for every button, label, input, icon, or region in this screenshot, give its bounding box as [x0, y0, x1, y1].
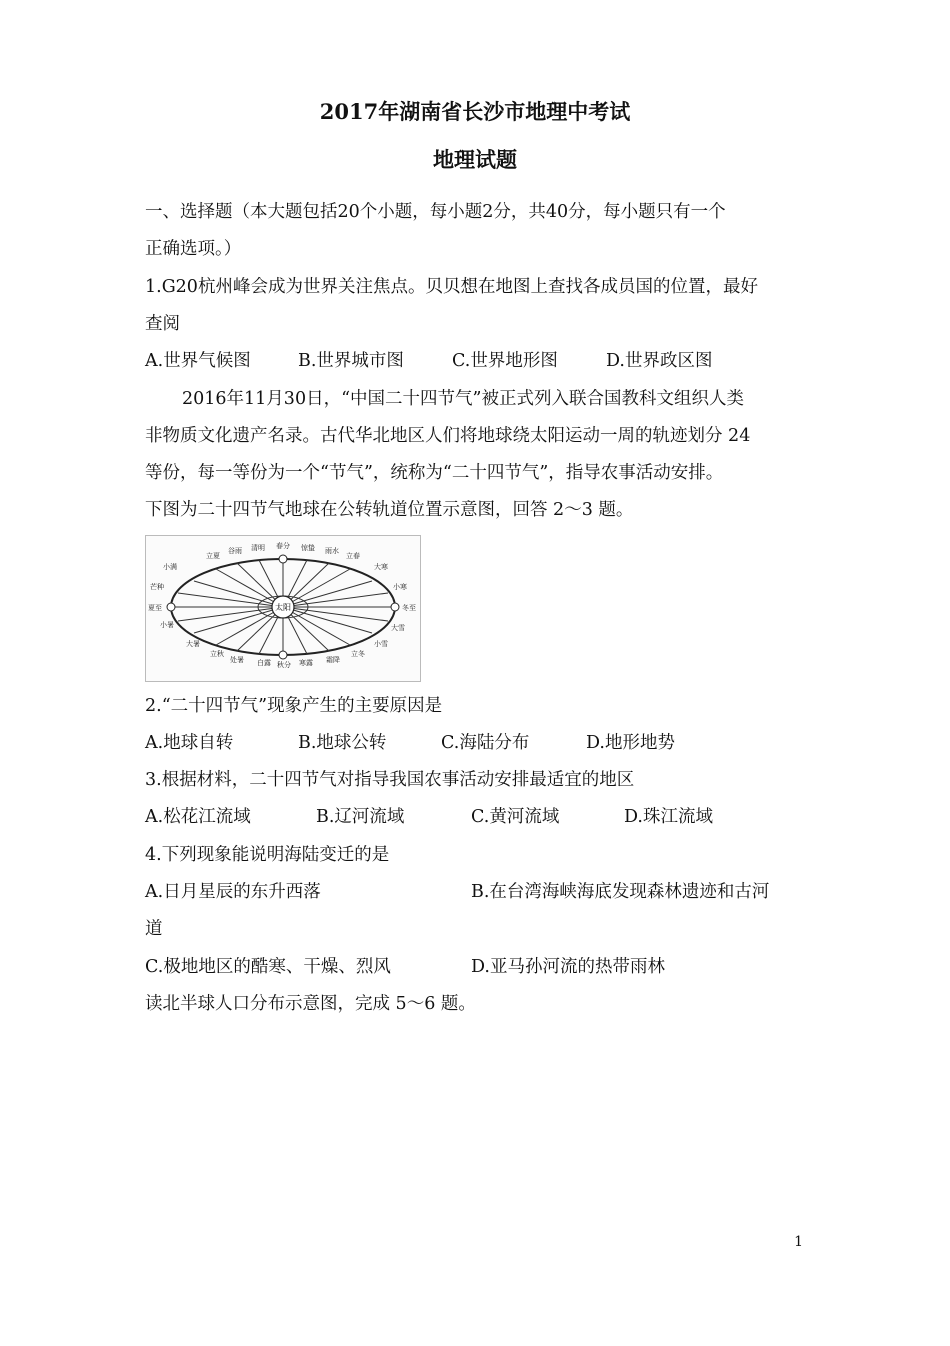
question-1-stem-line-1: 1.G20杭州峰会成为世界关注焦点。贝贝想在地图上查找各成员国的位置，最好 — [145, 277, 758, 297]
label-lidong: 立冬 — [351, 650, 365, 658]
spring-equinox-earth — [279, 555, 287, 563]
passage-line-4: 下图为二十四节气地球在公转轨道位置示意图，回答 2～3 题。 — [145, 500, 634, 520]
question-4-option-b: B.在台湾海峡海底发现森林遗迹和古河 — [471, 882, 770, 902]
solar-terms-orbit-diagram — [145, 535, 421, 682]
label-mangzhong: 芒种 — [150, 583, 164, 591]
autumn-equinox-earth — [279, 651, 287, 659]
section-heading-line-2: 正确选项。） — [145, 239, 242, 259]
question-4-option-a: A.日月星辰的东升西落 — [145, 882, 321, 902]
question-4-option-b-wrap: 道 — [145, 919, 163, 939]
label-xiazhi: 夏至 — [148, 604, 162, 612]
label-lichun: 立春 — [346, 552, 360, 560]
question-2-option-b: B.地球公转 — [298, 733, 387, 753]
question-1-stem-line-2: 查阅 — [145, 314, 180, 334]
label-xiaohan: 小寒 — [393, 583, 407, 591]
question-1-option-d: D.世界政区图 — [606, 351, 713, 371]
label-chushu: 处暑 — [230, 656, 244, 664]
document-subtitle: 地理试题 — [433, 147, 517, 172]
question-4-option-c: C.极地地区的酷寒、干燥、烈风 — [145, 957, 391, 977]
question-2-option-d: D.地形地势 — [586, 733, 675, 753]
summer-solstice-earth — [167, 603, 175, 611]
label-qiufen: 秋分 — [277, 661, 291, 669]
label-chunfen: 春分 — [276, 542, 290, 550]
label-xiaoshu: 小暑 — [160, 621, 174, 629]
label-yushui: 雨水 — [325, 547, 339, 555]
question-4-option-d: D.亚马孙河流的热带雨林 — [471, 957, 665, 977]
winter-solstice-earth — [391, 603, 399, 611]
orbit-diagram-svg — [146, 536, 420, 681]
label-guyu: 谷雨 — [228, 547, 242, 555]
label-liqiu: 立秋 — [210, 650, 224, 658]
label-dahan: 大寒 — [374, 563, 388, 571]
question-2-option-a: A.地球自转 — [145, 733, 234, 753]
question-3-option-b: B.辽河流域 — [316, 807, 405, 827]
label-dongzhi: 冬至 — [402, 604, 416, 612]
label-dashu: 大暑 — [186, 640, 200, 648]
question-4-stem: 4.下列现象能说明海陆变迁的是 — [145, 845, 390, 865]
label-hanlu: 寒露 — [299, 659, 313, 667]
passage-line-1: 2016年11月30日，“中国二十四节气”被正式列入联合国教科文组织人类 — [182, 389, 744, 409]
question-3-option-c: C.黄河流域 — [471, 807, 560, 827]
question-1-option-a: A.世界气候图 — [145, 351, 251, 371]
label-shuangjiang: 霜降 — [326, 656, 340, 664]
label-xiaoman: 小满 — [163, 563, 177, 571]
question-3-option-d: D.珠江流域 — [624, 807, 713, 827]
question-3-stem: 3.根据材料，二十四节气对指导我国农事活动安排最适宜的地区 — [145, 770, 635, 790]
page-number: 1 — [794, 1234, 803, 1250]
label-qingming: 清明 — [251, 544, 265, 552]
question-3-option-a: A.松花江流域 — [145, 807, 251, 827]
sun-label: 太阳 — [275, 603, 291, 612]
label-bailu: 白露 — [257, 659, 271, 667]
question-2-option-c: C.海陆分布 — [441, 733, 530, 753]
label-daxue: 大雪 — [391, 624, 405, 632]
question-1-option-c: C.世界地形图 — [452, 351, 558, 371]
passage-line-3: 等份，每一等份为一个“节气”，统称为“二十四节气”，指导农事活动安排。 — [145, 463, 724, 483]
question-2-stem: 2.“二十四节气”现象产生的主要原因是 — [145, 696, 443, 716]
document-title: 2017年湖南省长沙市地理中考试 — [319, 99, 631, 124]
label-xiaoxue: 小雪 — [374, 640, 388, 648]
label-lixia: 立夏 — [206, 552, 220, 560]
section-heading-line-1: 一、选择题（本大题包括20个小题，每小题2分，共40分，每小题只有一个 — [145, 202, 726, 222]
label-jingzhe: 惊蛰 — [301, 544, 315, 552]
questions-5-6-intro: 读北半球人口分布示意图，完成 5～6 题。 — [145, 994, 476, 1014]
passage-line-2: 非物质文化遗产名录。古代华北地区人们将地球绕太阳运动一周的轨迹划分 24 — [145, 426, 751, 446]
question-1-option-b: B.世界城市图 — [298, 351, 404, 371]
